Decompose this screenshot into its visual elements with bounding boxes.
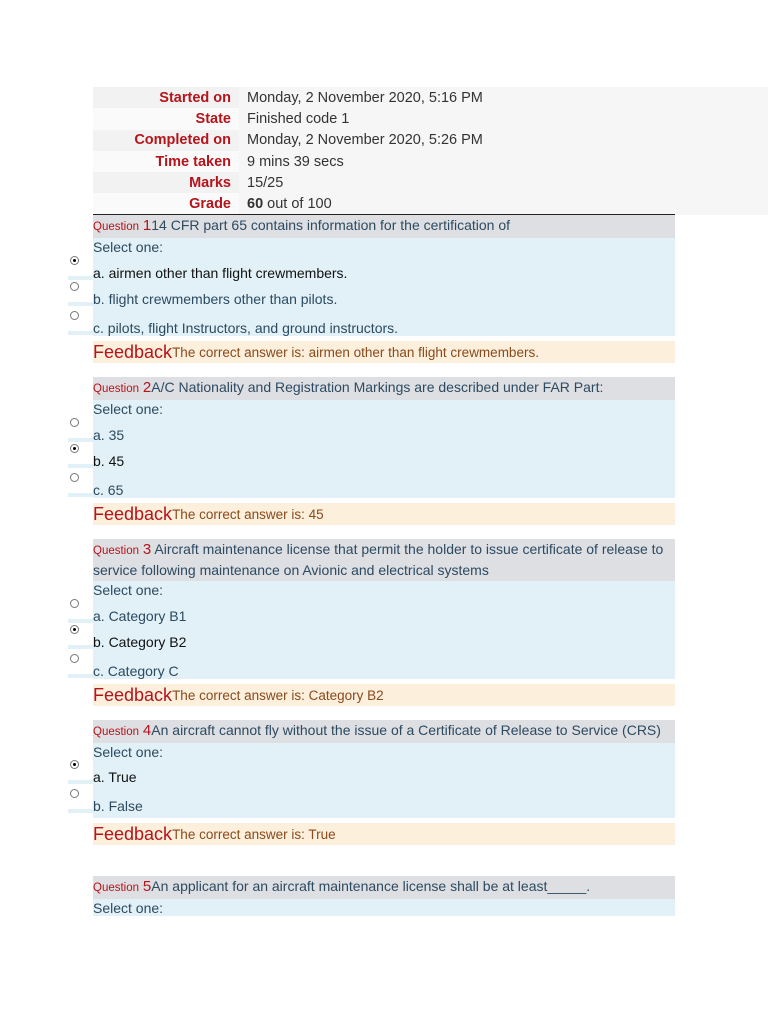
answer-option[interactable] <box>93 793 675 819</box>
question-number: 3 <box>142 541 152 558</box>
answer-option[interactable] <box>93 315 675 341</box>
summary-label: Time taken <box>155 153 231 170</box>
answer-label: c. Category C <box>93 663 179 679</box>
radio-icon[interactable] <box>70 473 79 482</box>
summary-row-state <box>93 108 768 129</box>
radio-icon[interactable] <box>70 789 79 798</box>
radio-selected-icon[interactable] <box>70 625 79 634</box>
answer-option[interactable] <box>93 448 675 474</box>
select-one-label: Select one: <box>93 744 164 760</box>
answer-label: b. False <box>93 798 143 814</box>
radio-icon[interactable] <box>70 282 79 291</box>
answer-label: b. Category B2 <box>93 634 187 650</box>
answer-option[interactable] <box>93 422 675 448</box>
radio-selected-icon[interactable] <box>70 444 79 453</box>
grade-score: 60 <box>247 196 264 213</box>
question-block <box>93 215 675 363</box>
radio-background <box>68 331 93 335</box>
feedback-text: The correct answer is: True <box>172 826 336 842</box>
question-answers <box>93 238 675 336</box>
answer-label: b. 45 <box>93 453 125 469</box>
summary-label: Completed on <box>134 132 231 149</box>
radio-background <box>68 493 93 497</box>
attempt-summary <box>93 87 768 215</box>
summary-value: Finished code 1 <box>239 108 768 129</box>
radio-icon[interactable] <box>70 654 79 663</box>
summary-row-time <box>93 151 768 172</box>
answer-label: a. 35 <box>93 427 125 443</box>
answer-label: a. airmen other than flight crewmembers. <box>93 265 348 281</box>
radio-background <box>68 276 93 280</box>
answer-option[interactable] <box>93 260 675 286</box>
summary-value: 15/25 <box>239 172 768 193</box>
feedback-box <box>93 823 675 845</box>
answer-label: a. True <box>93 769 137 785</box>
summary-label: Started on <box>159 89 231 106</box>
radio-icon[interactable] <box>70 311 79 320</box>
question-number: 4 <box>142 722 152 739</box>
question-word: Question <box>93 726 140 738</box>
radio-icon[interactable] <box>70 418 79 427</box>
answer-option[interactable] <box>93 629 675 655</box>
question-word: Question <box>93 221 140 233</box>
answer-label: a. Category B1 <box>93 608 187 624</box>
answer-option[interactable] <box>93 477 675 503</box>
answer-label: c. pilots, flight Instructors, and ground instructors. <box>93 320 399 336</box>
question-text: An applicant for an aircraft maintenance license shall be at least_____. <box>151 878 591 894</box>
feedback-label: Feedback <box>93 341 173 362</box>
select-one-label: Select one: <box>93 239 164 255</box>
feedback-label: Feedback <box>93 823 173 844</box>
summary-row-started <box>93 87 768 108</box>
summary-value: Monday, 2 November 2020, 5:26 PM <box>239 130 768 151</box>
question-answers <box>93 899 675 916</box>
summary-label: Grade <box>189 196 231 213</box>
radio-selected-icon[interactable] <box>70 256 79 265</box>
question-header <box>93 377 675 400</box>
feedback-box <box>93 684 675 706</box>
question-answers <box>93 400 675 498</box>
question-header <box>93 876 675 899</box>
feedback-label: Feedback <box>93 503 173 524</box>
question-text: Aircraft maintenance license that permit the holder to issue certificate of release to service following maintenance on Avionic and electrical systems <box>93 541 664 578</box>
radio-background <box>68 674 93 678</box>
summary-value <box>239 193 768 214</box>
question-header <box>93 720 675 743</box>
summary-label: Marks <box>189 174 231 191</box>
question-block <box>93 377 675 525</box>
radio-selected-icon[interactable] <box>70 760 79 769</box>
feedback-label: Feedback <box>93 684 173 705</box>
question-block <box>93 876 675 916</box>
answer-option[interactable] <box>93 658 675 684</box>
feedback-text: The correct answer is: 45 <box>172 506 324 522</box>
question-word: Question <box>93 383 140 395</box>
question-number: 1 <box>142 217 152 234</box>
radio-background <box>68 645 93 649</box>
radio-background <box>68 809 93 813</box>
question-number: 2 <box>142 379 152 396</box>
summary-value: 9 mins 39 secs <box>239 151 768 172</box>
question-answers <box>93 743 675 818</box>
feedback-box <box>93 503 675 525</box>
question-text: An aircraft cannot fly without the issue of a Certificate of Release to Service (CRS) <box>151 722 661 738</box>
feedback-box <box>93 341 675 363</box>
summary-row-completed <box>93 130 768 151</box>
radio-background <box>68 780 93 784</box>
summary-row-marks <box>93 172 768 193</box>
question-word: Question <box>93 545 140 557</box>
answer-option[interactable] <box>93 286 675 312</box>
answer-label: b. flight crewmembers other than pilots. <box>93 291 338 307</box>
radio-icon[interactable] <box>70 599 79 608</box>
question-text: 14 CFR part 65 contains information for the certification of <box>151 217 510 233</box>
feedback-text: The correct answer is: Category B2 <box>172 687 384 703</box>
question-answers <box>93 581 675 679</box>
summary-value: Monday, 2 November 2020, 5:16 PM <box>239 87 768 108</box>
select-one-label: Select one: <box>93 582 164 598</box>
question-text: A/C Nationality and Registration Markings are described under FAR Part: <box>151 379 604 395</box>
select-one-label: Select one: <box>93 401 164 417</box>
question-block <box>93 720 675 845</box>
answer-label: c. 65 <box>93 482 124 498</box>
radio-background <box>68 464 93 468</box>
radio-background <box>68 438 93 442</box>
summary-label: State <box>195 110 231 127</box>
question-block <box>93 539 675 706</box>
radio-background <box>68 302 93 306</box>
question-number: 5 <box>142 878 152 895</box>
summary-row-grade <box>93 193 768 214</box>
question-word: Question <box>93 882 140 894</box>
radio-background <box>68 619 93 623</box>
answer-option[interactable] <box>93 603 675 629</box>
select-one-label: Select one: <box>93 900 164 916</box>
question-header <box>93 539 675 581</box>
question-header <box>93 215 675 238</box>
feedback-text: The correct answer is: airmen other than flight crewmembers. <box>172 344 539 360</box>
answer-option[interactable] <box>93 764 675 790</box>
grade-out-of: out of 100 <box>267 196 332 213</box>
